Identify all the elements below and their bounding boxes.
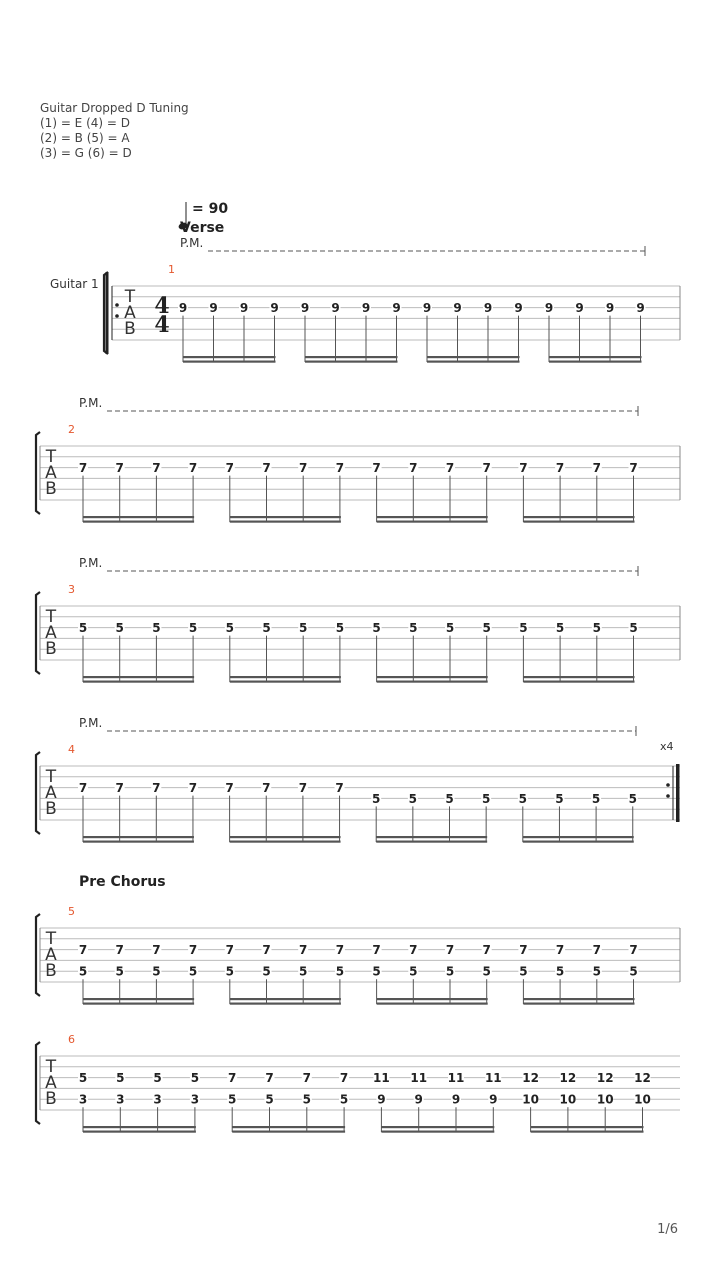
fret-number: 5 (409, 621, 418, 636)
tab-clef-t: T (45, 447, 57, 467)
beam (531, 1131, 644, 1133)
beam (305, 356, 398, 358)
beam (230, 521, 341, 523)
fret-number: 5 (592, 964, 601, 979)
fret-number: 3 (153, 1092, 162, 1107)
fret-number: 5 (591, 791, 601, 806)
fret-number: 5 (555, 621, 565, 636)
palm-mute-label: P.M. (180, 236, 204, 250)
beam (83, 998, 194, 1000)
fret-number: 7 (372, 943, 381, 958)
fret-number: 7 (445, 943, 455, 958)
fret-number: 12 (596, 1071, 614, 1086)
beam (230, 841, 341, 843)
fret-number: 5 (115, 621, 124, 636)
fret-number: 7 (78, 781, 88, 796)
page-number: 1/6 (657, 1222, 678, 1237)
fret-number: 7 (409, 461, 418, 476)
beam (381, 1131, 494, 1133)
fret-number: 5 (628, 791, 637, 806)
fret-number: 7 (555, 461, 565, 476)
fret-number: 5 (190, 1071, 200, 1086)
fret-number: 5 (78, 621, 88, 636)
beam (549, 361, 642, 363)
fret-number: 7 (188, 781, 198, 796)
fret-number: 7 (188, 943, 198, 958)
fret-number: 7 (262, 781, 271, 796)
fret-number: 5 (629, 621, 638, 636)
measure-number: 6 (68, 1033, 75, 1046)
tab-clef-t: T (124, 287, 136, 307)
tab-clef-b: B (45, 479, 57, 499)
tab-clef-a: A (45, 623, 57, 643)
fret-number: 7 (188, 461, 198, 476)
fret-number: 3 (78, 1092, 88, 1107)
fret-number: 7 (629, 943, 638, 958)
fret-number: 7 (335, 781, 344, 796)
beam (83, 676, 194, 678)
beam (83, 521, 194, 523)
fret-number: 9 (414, 1092, 423, 1107)
fret-number: 5 (228, 1092, 237, 1107)
fret-number: 10 (559, 1092, 577, 1107)
measure-number: 2 (68, 423, 75, 436)
fret-number: 5 (409, 964, 418, 979)
fret-number: 7 (302, 1071, 311, 1086)
beam (531, 1126, 644, 1128)
fret-number: 7 (152, 943, 161, 958)
fret-number: 10 (522, 1092, 539, 1107)
fret-number: 11 (373, 1071, 390, 1086)
fret-number: 5 (225, 621, 234, 636)
fret-number: 5 (408, 791, 418, 806)
system-brace (36, 752, 40, 834)
fret-number: 5 (78, 1071, 88, 1086)
fret-number: 7 (519, 461, 528, 476)
tuning-line-3: (3) = G (6) = D (40, 146, 132, 160)
fret-number: 9 (489, 1092, 498, 1107)
tab-clef-b: B (45, 639, 57, 659)
tab-clef-a: A (124, 303, 136, 323)
fret-number: 9 (453, 301, 462, 316)
time-signature-bottom: 4 (154, 312, 170, 338)
fret-number: 5 (555, 791, 564, 806)
fret-number: 9 (544, 301, 554, 316)
fret-number: 5 (299, 621, 308, 636)
fret-number: 5 (519, 964, 528, 979)
beam (427, 356, 520, 358)
palm-mute-label: P.M. (79, 716, 103, 730)
fret-number: 7 (335, 461, 345, 476)
fret-number: 7 (555, 943, 565, 958)
fret-number: 7 (78, 943, 88, 958)
fret-number: 5 (116, 1071, 125, 1086)
beam (523, 836, 634, 838)
fret-number: 5 (445, 621, 455, 636)
repeat-count: x4 (660, 740, 674, 753)
track-name: Guitar 1 (50, 277, 99, 291)
fret-number: 5 (188, 964, 198, 979)
beam (523, 681, 634, 683)
fret-number: 7 (482, 461, 491, 476)
fret-number: 5 (445, 964, 455, 979)
fret-number: 3 (190, 1092, 200, 1107)
fret-number: 5 (115, 964, 124, 979)
fret-number: 11 (410, 1071, 428, 1086)
fret-number: 5 (302, 1092, 311, 1107)
beam (230, 1003, 341, 1005)
fret-number: 9 (178, 301, 188, 316)
beam (230, 998, 341, 1000)
tab-clef-t: T (45, 607, 57, 627)
fret-number: 5 (265, 1092, 274, 1107)
tuning-line-1: (1) = E (4) = D (40, 116, 130, 130)
fret-number: 9 (361, 301, 371, 316)
fret-number: 7 (115, 781, 124, 796)
fret-number: 12 (559, 1071, 577, 1086)
fret-number: 9 (377, 1092, 386, 1107)
fret-number: 5 (372, 791, 381, 806)
repeat-dot (115, 303, 119, 307)
beam (183, 361, 276, 363)
fret-number: 3 (116, 1092, 125, 1107)
fret-number: 7 (629, 461, 638, 476)
fret-number: 7 (339, 1071, 349, 1086)
fret-number: 7 (482, 943, 491, 958)
fret-number: 5 (335, 964, 345, 979)
beam (232, 1131, 345, 1133)
palm-mute-label: P.M. (79, 556, 103, 570)
tuning-line-2: (2) = B (5) = A (40, 131, 130, 145)
fret-number: 12 (522, 1071, 539, 1086)
fret-number: 9 (636, 301, 645, 316)
system-brace (36, 1042, 40, 1124)
fret-number: 7 (225, 943, 234, 958)
measure-number: 4 (68, 743, 75, 756)
fret-number: 5 (225, 964, 234, 979)
beam (377, 1003, 488, 1005)
repeat-dot (115, 314, 119, 318)
fret-number: 7 (372, 461, 381, 476)
repeat-dot (666, 794, 670, 798)
beam (230, 681, 341, 683)
beam (549, 356, 642, 358)
beam (83, 1126, 196, 1128)
beam (83, 841, 194, 843)
fret-number: 9 (270, 301, 279, 316)
fret-number: 7 (225, 781, 234, 796)
fret-number: 9 (514, 301, 523, 316)
beam (377, 516, 488, 518)
fret-number: 7 (298, 781, 308, 796)
fret-number: 5 (518, 791, 527, 806)
tab-clef-a: A (45, 783, 57, 803)
tuning-title: Guitar Dropped D Tuning (40, 101, 189, 115)
fret-number: 7 (299, 943, 308, 958)
tab-clef-t: T (45, 767, 57, 787)
fret-number: 9 (451, 1092, 461, 1107)
fret-number: 5 (335, 621, 345, 636)
fret-number: 7 (225, 461, 234, 476)
fret-number: 9 (605, 301, 615, 316)
repeat-dot (666, 783, 670, 787)
beam (523, 516, 634, 518)
fret-number: 7 (592, 943, 601, 958)
beam (83, 681, 194, 683)
system-brace (36, 592, 40, 674)
fret-number: 5 (629, 964, 638, 979)
fret-number: 9 (300, 301, 310, 316)
section-pre-chorus: Pre Chorus (79, 874, 166, 890)
beam (232, 1126, 345, 1128)
system-brace (36, 432, 40, 514)
beam (376, 841, 487, 843)
fret-number: 5 (339, 1092, 349, 1107)
beam (376, 836, 487, 838)
measure-number: 5 (68, 905, 75, 918)
beam (523, 841, 634, 843)
fret-number: 5 (152, 964, 161, 979)
measure-number: 1 (168, 263, 175, 276)
beam (523, 521, 634, 523)
fret-number: 5 (78, 964, 88, 979)
beam (83, 1131, 196, 1133)
fret-number: 5 (372, 964, 381, 979)
fret-number: 5 (152, 621, 161, 636)
fret-number: 5 (481, 791, 491, 806)
fret-number: 11 (447, 1071, 465, 1086)
fret-number: 9 (209, 301, 218, 316)
system-brace (36, 914, 40, 996)
fret-number: 7 (115, 943, 124, 958)
fret-number: 7 (592, 461, 601, 476)
fret-number: 5 (592, 621, 601, 636)
fret-number: 9 (483, 301, 493, 316)
beam (523, 1003, 634, 1005)
beam (377, 521, 488, 523)
tab-clef-b: B (124, 319, 136, 339)
beam (381, 1126, 494, 1128)
beam (230, 516, 341, 518)
beam (83, 836, 194, 838)
fret-number: 9 (331, 301, 340, 316)
section-verse: Verse (180, 220, 225, 236)
fret-number: 11 (484, 1071, 502, 1086)
beam (83, 1003, 194, 1005)
fret-number: 5 (519, 621, 528, 636)
beam (230, 676, 341, 678)
measure-number: 3 (68, 583, 75, 596)
fret-number: 10 (634, 1092, 651, 1107)
tab-clef-b: B (45, 799, 57, 819)
repeat-thick-bar (676, 764, 680, 822)
repeat-thick-bar (106, 272, 109, 354)
fret-number: 5 (262, 621, 271, 636)
fret-number: 9 (575, 301, 584, 316)
beam (377, 681, 488, 683)
tab-clef-t: T (45, 1057, 57, 1077)
fret-number: 7 (445, 461, 455, 476)
fret-number: 5 (445, 791, 454, 806)
beam (305, 361, 398, 363)
fret-number: 5 (188, 621, 198, 636)
tab-clef-b: B (45, 961, 57, 981)
tempo-marking: = 90 (192, 201, 229, 217)
tab-clef-a: A (45, 945, 57, 965)
beam (523, 676, 634, 678)
fret-number: 5 (372, 621, 381, 636)
fret-number: 7 (519, 943, 528, 958)
time-signature-top: 4 (154, 293, 170, 319)
fret-number: 7 (228, 1071, 237, 1086)
beam (427, 361, 520, 363)
fret-number: 7 (152, 461, 161, 476)
fret-number: 5 (262, 964, 271, 979)
beam (523, 998, 634, 1000)
fret-number: 10 (596, 1092, 614, 1107)
palm-mute-label: P.M. (79, 396, 103, 410)
fret-number: 12 (634, 1071, 651, 1086)
fret-number: 7 (409, 943, 418, 958)
beam (377, 998, 488, 1000)
tab-clef-a: A (45, 463, 57, 483)
fret-number: 9 (392, 301, 401, 316)
fret-number: 9 (422, 301, 432, 316)
fret-number: 7 (78, 461, 88, 476)
fret-number: 5 (482, 621, 491, 636)
fret-number: 7 (115, 461, 124, 476)
beam (230, 836, 341, 838)
fret-number: 5 (482, 964, 491, 979)
fret-number: 9 (239, 301, 249, 316)
fret-number: 5 (153, 1071, 162, 1086)
tab-clef-a: A (45, 1073, 57, 1093)
fret-number: 7 (262, 943, 271, 958)
fret-number: 7 (335, 943, 345, 958)
fret-number: 5 (555, 964, 565, 979)
beam (377, 676, 488, 678)
fret-number: 7 (265, 1071, 274, 1086)
fret-number: 5 (299, 964, 308, 979)
beam (183, 356, 276, 358)
fret-number: 7 (152, 781, 161, 796)
tab-clef-b: B (45, 1089, 57, 1109)
tab-clef-t: T (45, 929, 57, 949)
fret-number: 7 (299, 461, 308, 476)
beam (83, 516, 194, 518)
fret-number: 7 (262, 461, 271, 476)
